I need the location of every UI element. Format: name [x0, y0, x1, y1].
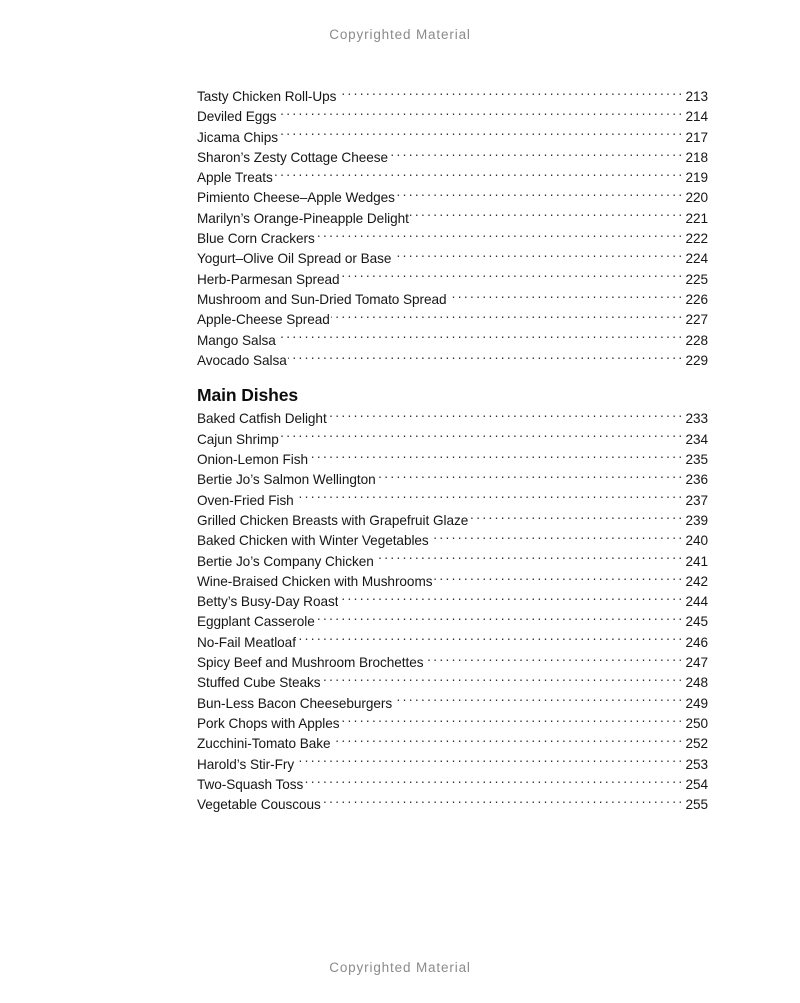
toc-entry[interactable]	[197, 714, 708, 734]
toc-leader-dots	[310, 450, 684, 464]
toc-entry-page-number: 224	[685, 251, 708, 267]
toc-entry[interactable]	[197, 552, 708, 572]
toc-entry-title: Baked Chicken with Winter Vegetables	[197, 533, 429, 549]
running-foot-copyright-notice: Copyrighted Material	[329, 960, 471, 975]
toc-entry-page-number: 228	[685, 332, 708, 348]
toc-entry-title: Zucchini-Tomato Bake	[197, 736, 331, 752]
toc-leader-dots	[430, 532, 683, 546]
toc-leader-dots	[316, 613, 683, 627]
toc-entry-title: Blue Corn Crackers	[197, 231, 315, 247]
toc-leader-dots	[280, 430, 683, 444]
toc-entry-title: Spicy Beef and Mushroom Brochettes	[197, 655, 424, 671]
toc-leader-dots	[297, 633, 683, 647]
toc-entry[interactable]	[197, 511, 708, 531]
toc-entry-page-number: 233	[685, 411, 708, 427]
toc-entry-page-number: 227	[685, 312, 708, 328]
toc-leader-dots	[296, 755, 684, 769]
toc-entry-title: Apple-Cheese Spread	[197, 312, 330, 328]
toc-entry-page-number: 220	[685, 190, 708, 206]
toc-entry-title: Baked Catfish Delight	[197, 411, 327, 427]
toc-entry-title: Tasty Chicken Roll-Ups	[197, 89, 337, 104]
toc-leader-dots	[277, 331, 683, 345]
toc-entry[interactable]	[197, 148, 708, 168]
toc-entry-page-number: 235	[685, 452, 708, 468]
toc-entry[interactable]	[197, 755, 708, 775]
toc-entry-title: Harold’s Stir-Fry	[197, 756, 295, 772]
toc-leader-dots	[394, 694, 684, 708]
toc-entry[interactable]	[197, 491, 708, 511]
toc-entry-title: Pimiento Cheese–Apple Wedges	[197, 190, 395, 206]
toc-entry[interactable]	[197, 128, 708, 148]
toc-leader-dots	[425, 653, 684, 667]
toc-entry-page-number: 242	[685, 573, 708, 589]
toc-leader-dots	[434, 572, 684, 586]
toc-leader-dots	[338, 87, 684, 101]
toc-entry-title: Yogurt–Olive Oil Spread or Base	[197, 251, 392, 267]
toc-entry-page-number: 244	[685, 594, 708, 610]
toc-leader-dots	[288, 351, 683, 365]
toc-entry-title: Eggplant Casserole	[197, 614, 315, 630]
toc-leader-dots	[316, 229, 683, 243]
toc-leader-dots	[390, 148, 684, 162]
toc-entry-page-number: 237	[685, 492, 708, 508]
toc-entry-title: Mushroom and Sun-Dried Tomato Spread	[197, 291, 447, 307]
toc-entry[interactable]	[197, 734, 708, 754]
toc-entry[interactable]	[197, 351, 708, 371]
toc-entry[interactable]	[197, 592, 708, 612]
toc-entry-title: Herb-Parmesan Spread	[197, 271, 340, 287]
toc-entry[interactable]	[197, 430, 708, 450]
toc-entry-page-number: 252	[685, 736, 708, 752]
toc-leader-dots	[396, 189, 683, 203]
toc-entry[interactable]	[197, 331, 708, 351]
toc-entry-page-number: 255	[685, 797, 708, 813]
toc-entry[interactable]	[197, 531, 708, 551]
toc-entry-title: Bertie Jo’s Salmon Wellington	[197, 472, 376, 488]
toc-entry-title: Sharon’s Zesty Cottage Cheese	[197, 149, 388, 165]
toc-entry[interactable]	[197, 209, 708, 229]
toc-entry-page-number: 221	[685, 210, 708, 226]
toc-entry-title: Stuffed Cube Steaks	[197, 675, 321, 691]
toc-leader-dots	[295, 491, 683, 505]
toc-entry-page-number: 226	[685, 291, 708, 307]
toc-entry-page-number: 218	[685, 149, 708, 165]
toc-leader-dots	[322, 674, 684, 688]
toc-entry-title: Apple Treats	[197, 170, 273, 186]
toc-entry[interactable]	[197, 310, 708, 330]
toc-section	[197, 371, 708, 815]
toc-leader-dots	[332, 735, 684, 749]
toc-entry-page-number: 217	[685, 129, 708, 145]
running-head-copyright-notice: Copyrighted Material	[329, 27, 471, 42]
toc-leader-dots	[305, 775, 684, 789]
toc-entry-page-number: 213	[685, 89, 708, 104]
toc-leader-dots	[340, 593, 684, 607]
toc-leader-dots	[448, 290, 683, 304]
toc-entry-title: Cajun Shrimp	[197, 431, 279, 447]
toc-entry-page-number: 225	[685, 271, 708, 287]
toc-entry[interactable]	[197, 633, 708, 653]
toc-entry-page-number: 245	[685, 614, 708, 630]
toc-entry[interactable]	[197, 107, 708, 127]
toc-entry[interactable]	[197, 775, 708, 795]
toc-entry[interactable]	[197, 290, 708, 310]
toc-entry-page-number: 236	[685, 472, 708, 488]
toc-entry[interactable]	[197, 249, 708, 269]
toc-leader-dots	[341, 270, 683, 284]
toc-entry-title: Mango Salsa	[197, 332, 276, 348]
toc-entry-title: Two-Squash Toss	[197, 776, 304, 792]
toc-entry-page-number: 240	[685, 533, 708, 549]
toc-entry-page-number: 254	[685, 776, 708, 792]
toc-entry[interactable]	[197, 87, 708, 107]
toc-leader-dots	[274, 169, 683, 183]
toc-leader-dots	[377, 471, 683, 485]
toc-entry-title: Bertie Jo’s Company Chicken	[197, 553, 374, 569]
toc-entry[interactable]	[197, 450, 708, 470]
toc-entry-page-number: 247	[685, 655, 708, 671]
toc-leader-dots	[331, 311, 683, 325]
toc-entry[interactable]	[197, 409, 708, 429]
toc-entry-title: Onion-Lemon Fish	[197, 452, 309, 468]
toc-entry-page-number: 239	[685, 512, 708, 528]
toc-entry-title: Marilyn’s Orange-Pineapple Delight	[197, 210, 409, 226]
toc-entry-title: Betty’s Busy-Day Roast	[197, 594, 339, 610]
toc-entry-title: Oven-Fried Fish	[197, 492, 294, 508]
toc-entry-page-number: 253	[685, 756, 708, 772]
toc-leader-dots	[278, 108, 684, 122]
toc-entry-page-number: 214	[685, 109, 708, 125]
toc-entry-title: No-Fail Meatloaf	[197, 634, 296, 650]
toc-section	[197, 87, 708, 371]
toc-leader-dots	[328, 410, 683, 424]
toc-entry[interactable]	[197, 612, 708, 632]
toc-entry-title: Bun-Less Bacon Cheeseburgers	[197, 695, 393, 711]
toc-leader-dots	[470, 511, 684, 525]
toc-entry-title: Vegetable Couscous	[197, 797, 321, 813]
toc-entry[interactable]	[197, 188, 708, 208]
toc-entry-title: Avocado Salsa	[197, 352, 287, 368]
toc-entry-title: Jicama Chips	[197, 129, 278, 145]
toc-entry[interactable]	[197, 694, 708, 714]
toc-entry-title: Wine-Braised Chicken with Mushrooms	[197, 573, 433, 589]
toc-entry-page-number: 249	[685, 695, 708, 711]
toc-entry[interactable]	[197, 470, 708, 490]
toc-entry[interactable]	[197, 229, 708, 249]
toc-entry[interactable]	[197, 795, 708, 815]
toc-entry-page-number: 241	[685, 553, 708, 569]
toc-leader-dots	[280, 128, 684, 142]
toc-entry[interactable]	[197, 653, 708, 673]
toc-entry-page-number: 222	[685, 231, 708, 247]
toc-entry[interactable]	[197, 673, 708, 693]
table-of-contents	[197, 87, 708, 815]
toc-entry-page-number: 234	[685, 431, 708, 447]
toc-leader-dots	[410, 209, 683, 223]
toc-entry-title: Grilled Chicken Breasts with Grapefruit Glaze	[197, 512, 469, 528]
toc-entry[interactable]	[197, 572, 708, 592]
toc-entry-page-number: 219	[685, 170, 708, 186]
toc-section-heading: Main Dishes	[197, 385, 299, 406]
toc-entry-title: Pork Chops with Apples	[197, 715, 340, 731]
toc-entry[interactable]	[197, 168, 708, 188]
toc-leader-dots	[322, 796, 683, 810]
toc-entry-page-number: 229	[685, 352, 708, 368]
toc-entry-page-number: 246	[685, 634, 708, 650]
toc-leader-dots	[375, 552, 683, 566]
toc-leader-dots	[393, 250, 684, 264]
toc-entry-page-number: 250	[685, 715, 708, 731]
toc-entry-title: Deviled Eggs	[197, 109, 277, 125]
toc-leader-dots	[341, 714, 684, 728]
toc-entry-page-number: 248	[685, 675, 708, 691]
toc-entry[interactable]	[197, 270, 708, 290]
